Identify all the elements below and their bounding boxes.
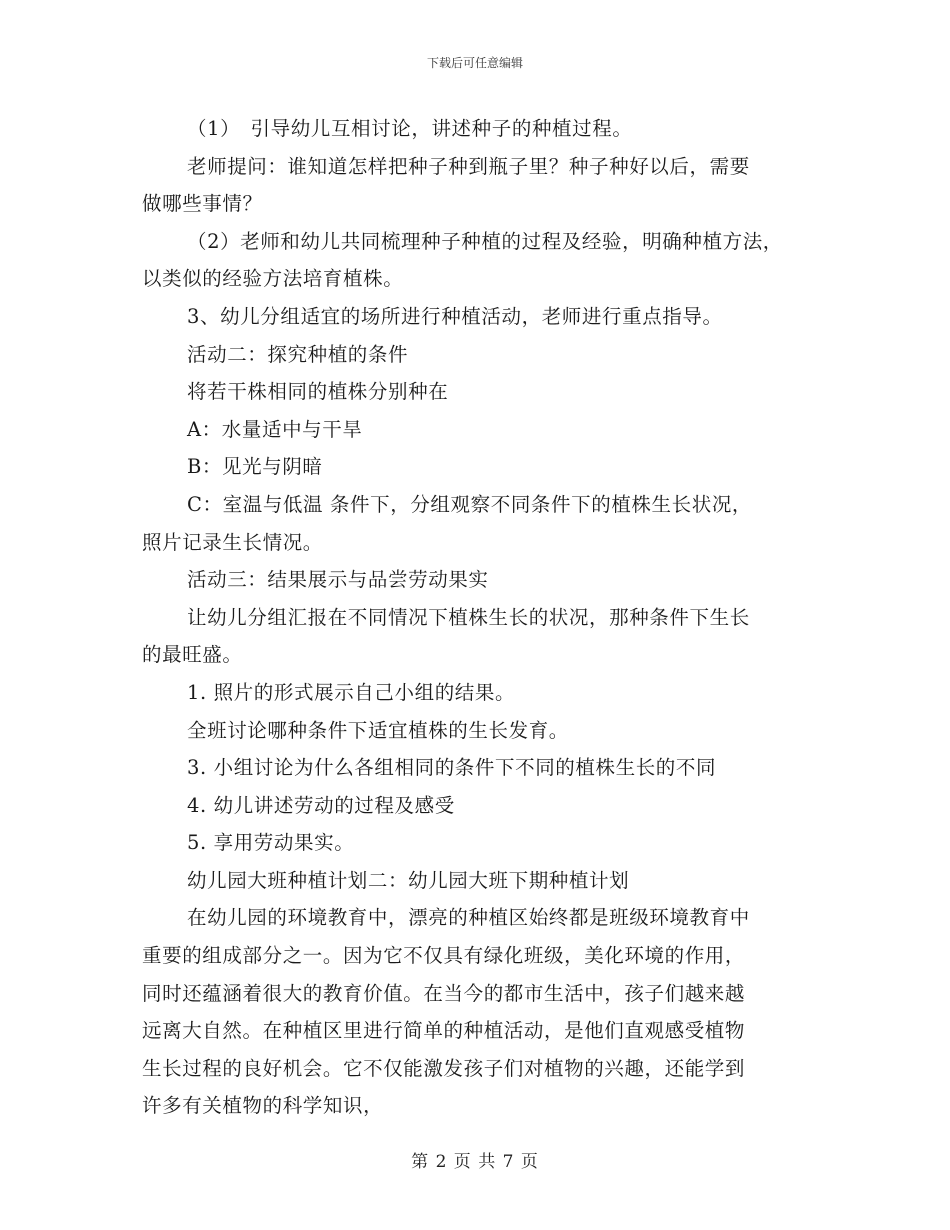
text-line: 许多有关植物的科学知识，: [142, 1094, 384, 1118]
text-line: 重要的组成部分之一。因为它不仅具有绿化班级，美化环境的作用，: [142, 944, 746, 968]
text-line: 以类似的经验方法培育植株。: [142, 267, 404, 291]
document-body: [142, 110, 810, 1125]
text-line: 3. 小组讨论为什么各组相同的条件下不同的植株生长的不同: [187, 756, 717, 780]
text-line: 在幼儿园的环境教育中，漂亮的种植区始终都是班级环境教育中: [187, 906, 750, 930]
text-line: 照片记录生长情况。: [142, 530, 323, 554]
page-number: 第 2 页 共 7 页: [411, 1152, 539, 1172]
text-line: （1） 引导幼儿互相讨论，讲述种子的种植过程。: [187, 117, 633, 140]
text-line: 的最旺盛。: [142, 643, 243, 667]
text-line: 老师提问：谁知道怎样把种子种到瓶子里？种子种好以后，需要: [187, 154, 750, 178]
text-line: 活动二：探究种植的条件: [187, 342, 409, 366]
text-line: 远离大自然。在种植区里进行简单的种植活动，是他们直观感受植物: [142, 1019, 746, 1043]
text-line: 活动三：结果展示与品尝劳动果实: [187, 568, 489, 592]
text-line: A：水量适中与干旱: [187, 417, 363, 441]
text-line: 同时还蕴涵着很大的教育价值。在当今的都市生活中，孩子们越来越: [142, 981, 746, 1005]
text-line: 做哪些事情？: [142, 192, 263, 216]
text-line: 让幼儿分组汇报在不同情况下植株生长的状况，那种条件下生长: [187, 605, 750, 629]
text-line: 3、幼儿分组适宜的场所进行种植活动，老师进行重点指导。: [187, 304, 723, 328]
text-line: 5. 享用劳动果实。: [187, 831, 355, 855]
text-line: C：室温与低温 条件下，分组观察不同条件下的植株生长状况，: [187, 492, 753, 516]
text-line: 全班讨论哪种条件下适宜植株的生长发育。: [187, 718, 569, 742]
text-line: B：见光与阴暗: [187, 455, 323, 479]
text-line: 将若干株相同的植株分别种在: [187, 380, 449, 404]
text-line: 1. 照片的形式展示自己小组的结果。: [187, 680, 516, 704]
text-line: 生长过程的良好机会。它不仅能激发孩子们对植物的兴趣，还能学到: [142, 1056, 746, 1080]
header-note: 下载后可任意编辑: [426, 56, 523, 70]
text-line: 4. 幼儿讲述劳动的过程及感受: [187, 793, 455, 817]
text-line: 幼儿园大班种植计划二：幼儿园大班下期种植计划: [187, 868, 630, 892]
text-line: （2）老师和幼儿共同梳理种子种植的过程及经验，明确种植方法，: [187, 229, 783, 253]
